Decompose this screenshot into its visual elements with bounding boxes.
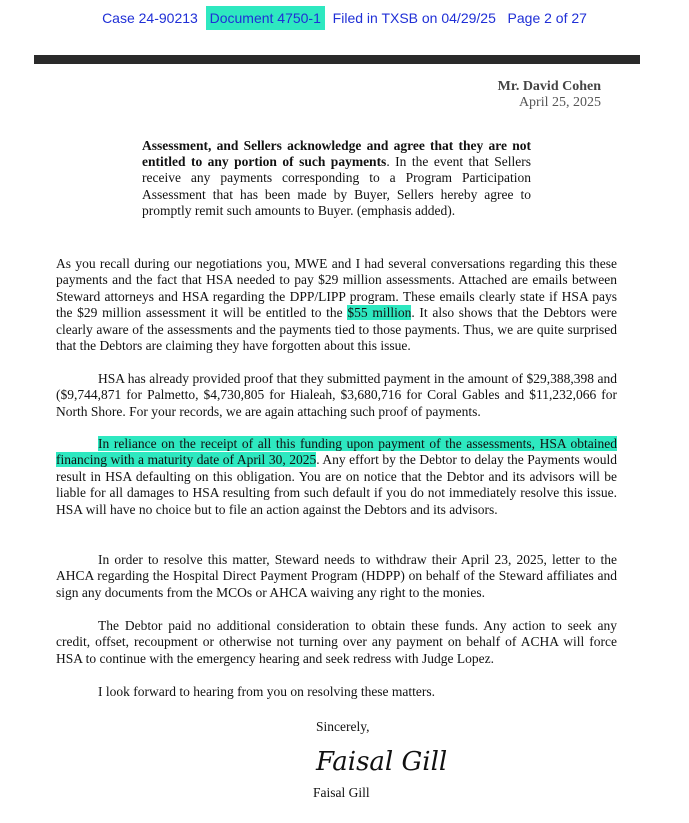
paragraph-consideration: The Debtor paid no additional consideration to obtain these funds. Any action to seek any credit, offset, recoupment or otherwise not turning over any payment on behalf of ACHA will force HSA to continue with the emergency hearing and seek redress with Judge Lopez. bbox=[56, 618, 617, 666]
header-rule bbox=[34, 55, 640, 64]
filing-header bbox=[0, 6, 689, 30]
paragraph-payments: HSA has already provided proof that they submitted payment in the amount of $29,388,398 and ($9,744,871 for Palmetto, $4,730,805 for Hialeah, $3,680,716 for Coral Gables and $11,232,066 for North Shore. For your records, we are again attaching such proof of payments. bbox=[56, 371, 617, 419]
quote-rest: . In the event that Sellers receive any payments corresponding to a Program Participation Assessment that has been made by Buyer, Sellers hereby agree to promptly remit such amounts to Buyer. (emphasis added). bbox=[142, 154, 531, 218]
document-number: Document 4750-1 bbox=[206, 6, 325, 30]
page-number: Page 2 of 27 bbox=[507, 10, 587, 26]
salutation: Sincerely, bbox=[316, 719, 370, 734]
signature bbox=[314, 738, 454, 782]
block-quote bbox=[142, 138, 531, 219]
letter-date: April 25, 2025 bbox=[518, 95, 601, 110]
recipient-name: Mr. David Cohen bbox=[497, 79, 601, 94]
recipient-block bbox=[498, 79, 601, 111]
para3-rest: . Any effort by the Debtor to delay the Payments would result in HSA defaulting on this obligation. You are on notice that the Debtor and its advisors will be liable for all damages to HSA resulting from such default if you do not immediately resolve this issue. HSA will have no choice but to file an action against the Debtors and its advisors. bbox=[56, 452, 617, 517]
filed-info: Filed in TXSB on 04/29/25 bbox=[332, 10, 496, 26]
signature-text: Faisal Gill bbox=[316, 747, 448, 777]
signer-name: Faisal Gill bbox=[313, 785, 370, 800]
case-number: Case 24-90213 bbox=[102, 10, 198, 26]
paragraph-negotiations bbox=[56, 256, 617, 354]
para1-before: As you recall during our negotiations you, MWE and I had several conversations regarding this these payments and the fact that HSA needed to pay $29 million assessments. Attached are emails between Steward attorneys and HSA regarding the DPP/LIPP program. These emails clearly state if HSA pays the $29 million assessment it will be entitled to the bbox=[56, 256, 617, 321]
para1-after: . It also shows that the Debtors were clearly aware of the assessments and the payments tied to those payments. Thus, we are quite surprised that the Debtors are claiming they have forgotten about this issue. bbox=[56, 305, 617, 354]
para3-highlight: In reliance on the receipt of all this funding upon payment of the assessments, HSA obtained financing with a maturity date of April 30, 2025 bbox=[56, 436, 617, 468]
paragraph-closing-remark: I look forward to hearing from you on resolving these matters. bbox=[98, 684, 436, 699]
paragraph-financing bbox=[56, 436, 617, 518]
para1-highlight: $55 million bbox=[347, 305, 412, 321]
quote-bold: Assessment, and Sellers acknowledge and agree that they are not entitled to any portion of such payments bbox=[142, 138, 531, 170]
paragraph-resolve: In order to resolve this matter, Steward needs to withdraw their April 23, 2025, letter to the AHCA regarding the Hospital Direct Payment Program (HDPP) on behalf of the Steward affiliates and sign any documents from the MCOs or AHCA waiving any right to the monies. bbox=[56, 552, 617, 600]
